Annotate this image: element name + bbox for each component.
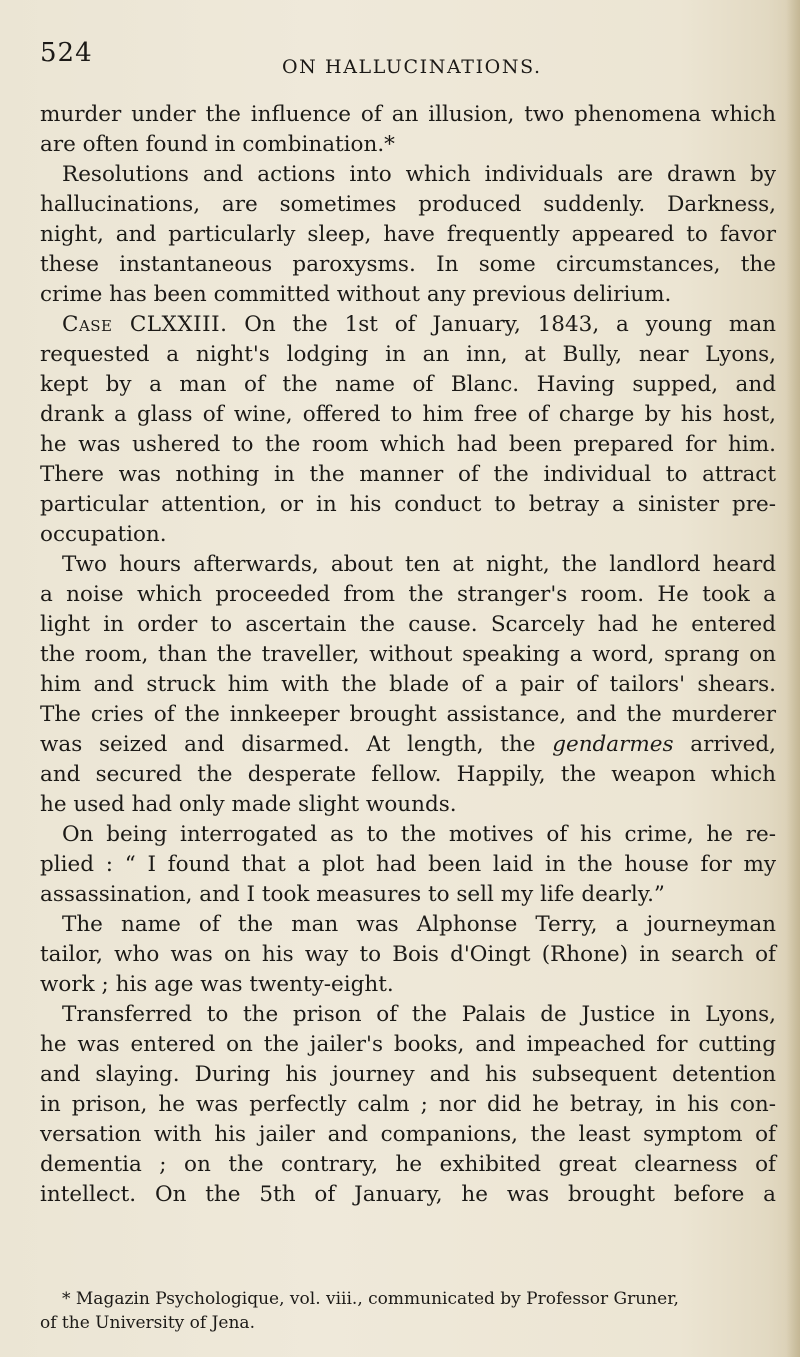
text-line: he was entered on the jailer's books, and impeached for cutting xyxy=(40,1032,776,1057)
body-text xyxy=(40,100,776,1210)
text-line: requested a night's lodging in an inn, at Bully, near Lyons, xyxy=(40,342,776,367)
text-line: occupation. xyxy=(40,522,167,547)
text-line: a noise which proceeded from the stranger's room. He took a xyxy=(40,582,776,607)
footnote-line: of the University of Jena. xyxy=(40,1313,255,1333)
text-fragment: On the 1st of January, 1843, a young man xyxy=(244,312,776,337)
running-title: ON HALLUCINATIONS. xyxy=(282,56,542,78)
text-line: versation with his jailer and companions, the least symptom of xyxy=(40,1122,776,1147)
text-line: murder under the influence of an illusion, two phenomena which xyxy=(40,102,776,127)
text-line: and slaying. During his journey and his subsequent detention xyxy=(40,1062,776,1087)
footnote-line: * Magazin Psychologique, vol. viii., communicated by Professor Gruner, xyxy=(62,1289,679,1309)
case-label: Case CLXXIII. xyxy=(62,312,228,337)
footnote xyxy=(40,1287,776,1335)
text-line: particular attention, or in his conduct to betray a sinister pre- xyxy=(40,492,776,517)
italic-term: gendarmes xyxy=(552,732,674,757)
text-line: night, and particularly sleep, have frequently appeared to favor xyxy=(40,222,776,247)
text-line: light in order to ascertain the cause. Scarcely had he entered xyxy=(40,612,776,637)
text-line: assassination, and I took measures to sell my life dearly.” xyxy=(40,882,665,907)
text-fragment: was seized and disarmed. At length, the xyxy=(40,732,536,757)
paragraph-start: Two hours afterwards, about ten at night, the landlord heard xyxy=(62,552,776,577)
paragraph-start: The name of the man was Alphonse Terry, a journeyman xyxy=(62,912,776,937)
text-line: The cries of the innkeeper brought assistance, and the murderer xyxy=(40,702,776,727)
text-line: drank a glass of wine, offered to him free of charge by his host, xyxy=(40,402,776,427)
text-line xyxy=(40,730,776,760)
text-line: work ; his age was twenty-eight. xyxy=(40,972,394,997)
text-line: in prison, he was perfectly calm ; nor did he betray, in his con- xyxy=(40,1092,776,1117)
text-line: tailor, who was on his way to Bois d'Oingt (Rhone) in search of xyxy=(40,942,776,967)
paragraph-start: Resolutions and actions into which individuals are drawn by xyxy=(62,162,776,187)
page-number: 524 xyxy=(40,38,93,68)
paragraph-start: On being interrogated as to the motives of his crime, he re- xyxy=(62,822,776,847)
text-line: There was nothing in the manner of the individual to attract xyxy=(40,462,776,487)
text-line: intellect. On the 5th of January, he was brought before a xyxy=(40,1182,776,1207)
text-line: him and struck him with the blade of a pair of tailors' shears. xyxy=(40,672,776,697)
text-line: the room, than the traveller, without speaking a word, sprang on xyxy=(40,642,776,667)
text-fragment: arrived, xyxy=(690,732,776,757)
text-line: dementia ; on the contrary, he exhibited great clearness of xyxy=(40,1152,776,1177)
text-line: crime has been committed without any previous delirium. xyxy=(40,282,672,307)
text-line: these instantaneous paroxysms. In some circumstances, the xyxy=(40,252,776,277)
text-line: he used had only made slight wounds. xyxy=(40,792,457,817)
text-line: are often found in combination.* xyxy=(40,132,395,157)
text-line: he was ushered to the room which had been prepared for him. xyxy=(40,432,776,457)
paragraph-start xyxy=(40,310,776,340)
text-line: hallucinations, are sometimes produced suddenly. Darkness, xyxy=(40,192,776,217)
text-line: kept by a man of the name of Blanc. Having supped, and xyxy=(40,372,776,397)
text-line: and secured the desperate fellow. Happily, the weapon which xyxy=(40,762,776,787)
paragraph-start: Transferred to the prison of the Palais de Justice in Lyons, xyxy=(62,1002,776,1027)
page-edge-shadow xyxy=(786,0,800,1357)
text-line: plied : “ I found that a plot had been laid in the house for my xyxy=(40,852,776,877)
